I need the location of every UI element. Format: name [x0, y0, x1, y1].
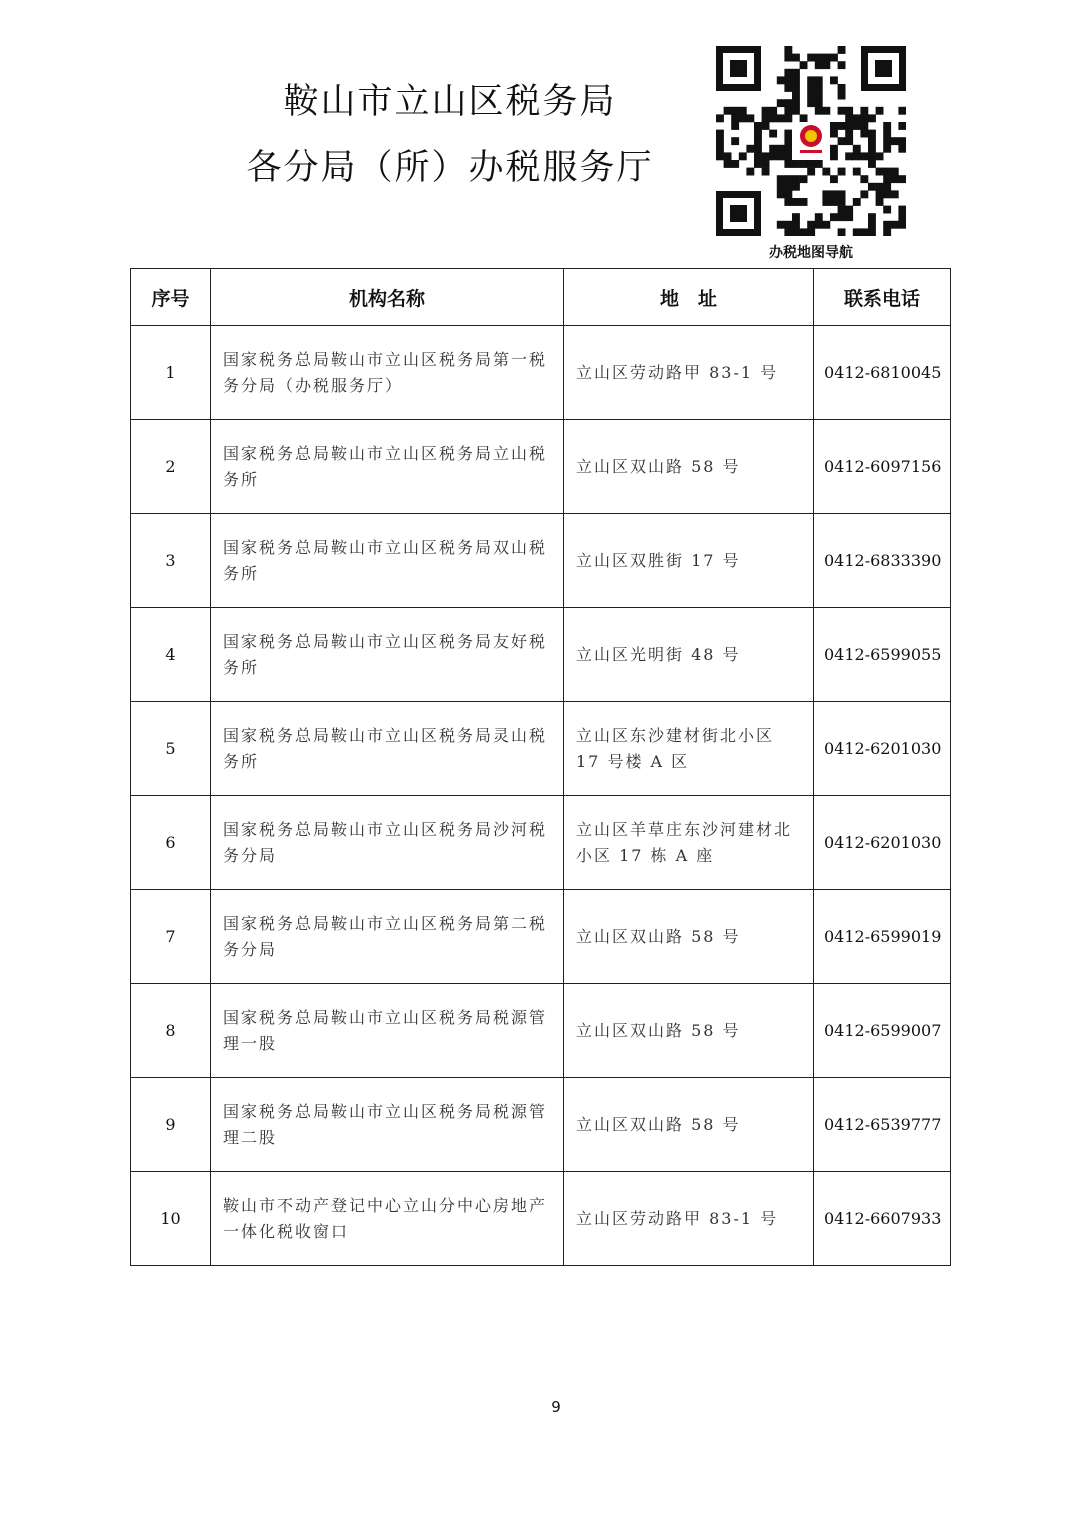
cell-address: 立山区双山路 58 号 [564, 890, 814, 984]
header-org-name: 机构名称 [211, 269, 564, 326]
qr-module [853, 152, 861, 160]
qr-module [792, 76, 800, 84]
qr-module [838, 190, 846, 198]
qr-module [822, 61, 830, 69]
qr-module [815, 213, 823, 221]
qr-module [838, 61, 846, 69]
qr-module [883, 206, 891, 214]
qr-module [830, 122, 838, 130]
cell-phone: 0412-6539777 [814, 1078, 951, 1172]
cell-phone: 0412-6599007 [814, 984, 951, 1078]
qr-module [800, 160, 808, 168]
qr-module [777, 221, 785, 229]
cell-address: 立山区羊草庄东沙河建材北小区 17 栋 A 座 [564, 796, 814, 890]
tax-emblem-icon [792, 122, 830, 160]
qr-module [792, 99, 800, 107]
qr-module [815, 92, 823, 100]
cell-index: 4 [131, 608, 211, 702]
qr-module [883, 190, 891, 198]
qr-module [838, 46, 846, 54]
qr-module [883, 122, 891, 130]
qr-module [739, 152, 747, 160]
qr-module [868, 152, 876, 160]
qr-module [800, 228, 808, 236]
qr-module [792, 175, 800, 183]
cell-address: 立山区劳动路甲 83-1 号 [564, 1172, 814, 1266]
qr-module [731, 122, 739, 130]
qr-module [754, 160, 762, 168]
qr-module [838, 107, 846, 115]
qr-module [860, 175, 868, 183]
cell-phone: 0412-6201030 [814, 702, 951, 796]
table-row [131, 1172, 951, 1266]
cell-index: 9 [131, 1078, 211, 1172]
qr-module [883, 137, 891, 145]
qr-module [845, 130, 853, 138]
qr-module [876, 198, 884, 206]
qr-module [876, 183, 884, 191]
qr-module [724, 152, 732, 160]
qr-module [784, 221, 792, 229]
qr-module [845, 137, 853, 145]
cell-org-name: 国家税务总局鞍山市立山区税务局友好税务所 [211, 608, 564, 702]
tax-office-table [130, 268, 951, 1266]
page-title-line1: 鞍山市立山区税务局 [283, 82, 617, 122]
qr-module [883, 175, 891, 183]
qr-module [746, 114, 754, 122]
qr-module [830, 213, 838, 221]
qr-module [784, 114, 792, 122]
qr-module [838, 137, 846, 145]
table-row [131, 1078, 951, 1172]
qr-module [807, 84, 815, 92]
cell-address: 立山区光明街 48 号 [564, 608, 814, 702]
qr-module [792, 221, 800, 229]
qr-module [731, 160, 739, 168]
qr-module [838, 213, 846, 221]
qr-module [792, 228, 800, 236]
qr-module [807, 99, 815, 107]
qr-module [815, 54, 823, 62]
qr-module [800, 175, 808, 183]
qr-module [716, 145, 724, 153]
cell-index: 1 [131, 326, 211, 420]
qr-module [807, 76, 815, 84]
qr-module [860, 190, 868, 198]
qr-module [898, 145, 906, 153]
cell-index: 5 [131, 702, 211, 796]
cell-org-name: 国家税务总局鞍山市立山区税务局第二税务分局 [211, 890, 564, 984]
qr-module [792, 183, 800, 191]
qr-module [822, 54, 830, 62]
qr-module [784, 183, 792, 191]
cell-address: 立山区双山路 58 号 [564, 1078, 814, 1172]
qr-module [777, 145, 785, 153]
qr-module [845, 114, 853, 122]
qr-module [807, 54, 815, 62]
cell-org-name: 国家税务总局鞍山市立山区税务局沙河税务分局 [211, 796, 564, 890]
cell-phone: 0412-6810045 [814, 326, 951, 420]
qr-module [777, 183, 785, 191]
qr-module [891, 137, 899, 145]
qr-module [784, 99, 792, 107]
qr-module [883, 130, 891, 138]
cell-org-name: 国家税务总局鞍山市立山区税务局税源管理一股 [211, 984, 564, 1078]
qr-module [784, 175, 792, 183]
qr-module [830, 175, 838, 183]
qr-module [868, 213, 876, 221]
cell-address: 立山区双山路 58 号 [564, 984, 814, 1078]
cell-phone: 0412-6599019 [814, 890, 951, 984]
qr-module [762, 168, 770, 176]
table-row [131, 326, 951, 420]
qr-module [838, 228, 846, 236]
qr-module [853, 198, 861, 206]
qr-module [891, 190, 899, 198]
qr-module [891, 175, 899, 183]
qr-module [784, 84, 792, 92]
cell-address: 立山区东沙建材街北小区 17 号楼 A 区 [564, 702, 814, 796]
qr-module [853, 168, 861, 176]
qr-module [815, 99, 823, 107]
qr-module [830, 54, 838, 62]
cell-address: 立山区双胜街 17 号 [564, 514, 814, 608]
qr-module [853, 114, 861, 122]
qr-module [868, 228, 876, 236]
qr-module [731, 114, 739, 122]
cell-phone: 0412-6833390 [814, 514, 951, 608]
table-row [131, 420, 951, 514]
cell-index: 8 [131, 984, 211, 1078]
qr-module [731, 137, 739, 145]
qr-module [784, 69, 792, 77]
qr-module [815, 84, 823, 92]
qr-module [731, 107, 739, 115]
qr-module [822, 190, 830, 198]
qr-module [830, 198, 838, 206]
table-row [131, 890, 951, 984]
qr-module [838, 198, 846, 206]
qr-module [716, 130, 724, 138]
qr-module [830, 76, 838, 84]
cell-index: 3 [131, 514, 211, 608]
qr-module [800, 198, 808, 206]
qr-module [754, 145, 762, 153]
qr-module [853, 145, 861, 153]
cell-phone: 0412-6201030 [814, 796, 951, 890]
qr-module [792, 92, 800, 100]
qr-module [754, 137, 762, 145]
qr-module [724, 107, 732, 115]
qr-module [838, 122, 846, 130]
cell-org-name: 鞍山市不动产登记中心立山分中心房地产一体化税收窗口 [211, 1172, 564, 1266]
qr-module [807, 160, 815, 168]
qr-module [762, 160, 770, 168]
table-row [131, 514, 951, 608]
qr-module [807, 228, 815, 236]
qr-module [784, 145, 792, 153]
qr-module [716, 137, 724, 145]
qr-module [876, 152, 884, 160]
page-number: 9 [551, 1398, 561, 1416]
qr-module [845, 213, 853, 221]
qr-module [868, 145, 876, 153]
qr-module [769, 130, 777, 138]
cell-org-name: 国家税务总局鞍山市立山区税务局税源管理二股 [211, 1078, 564, 1172]
qr-module [838, 84, 846, 92]
qr-module [784, 107, 792, 115]
qr-module [769, 145, 777, 153]
qr-module [815, 76, 823, 84]
qr-module [716, 114, 724, 122]
qr-module [891, 168, 899, 176]
qr-module [739, 107, 747, 115]
table-row [131, 608, 951, 702]
qr-module [868, 130, 876, 138]
qr-module [876, 107, 884, 115]
qr-module [762, 107, 770, 115]
qr-module [792, 69, 800, 77]
qr-module [838, 206, 846, 214]
qr-module [792, 84, 800, 92]
qr-module [724, 160, 732, 168]
table-header-row [131, 269, 951, 326]
qr-module [800, 61, 808, 69]
qr-module [845, 107, 853, 115]
cell-org-name: 国家税务总局鞍山市立山区税务局双山税务所 [211, 514, 564, 608]
qr-module [716, 152, 724, 160]
qr-module [822, 198, 830, 206]
qr-module [754, 152, 762, 160]
qr-module [762, 122, 770, 130]
qr-caption: 办税地图导航 [769, 245, 853, 261]
qr-module [845, 152, 853, 160]
qr-module [898, 107, 906, 115]
qr-module [777, 99, 785, 107]
qr-module [792, 54, 800, 62]
qr-module [883, 183, 891, 191]
qr-module [838, 168, 846, 176]
qr-module [898, 213, 906, 221]
qr-module [860, 130, 868, 138]
qr-module [830, 152, 838, 160]
qr-module [807, 168, 815, 176]
qr-code-icon [716, 46, 906, 236]
qr-module [853, 122, 861, 130]
qr-module [868, 114, 876, 122]
qr-module [792, 198, 800, 206]
qr-module [784, 137, 792, 145]
cell-index: 7 [131, 890, 211, 984]
qr-module [777, 76, 785, 84]
cell-phone: 0412-6607933 [814, 1172, 951, 1266]
qr-module [746, 168, 754, 176]
qr-module [769, 152, 777, 160]
cell-phone: 0412-6599055 [814, 608, 951, 702]
qr-module [898, 122, 906, 130]
qr-module [784, 160, 792, 168]
cell-phone: 0412-6097156 [814, 420, 951, 514]
qr-module [883, 168, 891, 176]
qr-module [876, 190, 884, 198]
qr-module [792, 160, 800, 168]
qr-module [868, 137, 876, 145]
qr-module [784, 130, 792, 138]
page-title-line2: 各分局（所）办税服务厅 [246, 148, 654, 188]
qr-module [898, 206, 906, 214]
qr-module [746, 145, 754, 153]
qr-module [762, 114, 770, 122]
cell-index: 10 [131, 1172, 211, 1266]
qr-module [838, 92, 846, 100]
qr-module [830, 190, 838, 198]
qr-module [739, 114, 747, 122]
qr-module [784, 54, 792, 62]
qr-module [769, 107, 777, 115]
qr-module [845, 206, 853, 214]
qr-module [815, 221, 823, 229]
cell-index: 2 [131, 420, 211, 514]
cell-org-name: 国家税务总局鞍山市立山区税务局第一税务分局（办税服务厅） [211, 326, 564, 420]
qr-module [800, 114, 808, 122]
qr-module [898, 221, 906, 229]
qr-module [860, 228, 868, 236]
qr-module [784, 228, 792, 236]
qr-module [830, 130, 838, 138]
qr-module [754, 122, 762, 130]
header-phone: 联系电话 [814, 269, 951, 326]
qr-module [883, 228, 891, 236]
qr-module [792, 213, 800, 221]
qr-module [876, 168, 884, 176]
qr-module [868, 183, 876, 191]
qr-module [807, 92, 815, 100]
table-row [131, 984, 951, 1078]
qr-module [868, 221, 876, 229]
qr-module [784, 198, 792, 206]
qr-module [822, 168, 830, 176]
qr-module [784, 152, 792, 160]
qr-module [777, 152, 785, 160]
cell-address: 立山区劳动路甲 83-1 号 [564, 326, 814, 420]
qr-module [883, 145, 891, 153]
qr-module [769, 114, 777, 122]
qr-module [822, 221, 830, 229]
qr-module [898, 137, 906, 145]
qr-module [807, 221, 815, 229]
qr-module [777, 175, 785, 183]
cell-index: 6 [131, 796, 211, 890]
cell-org-name: 国家税务总局鞍山市立山区税务局立山税务所 [211, 420, 564, 514]
qr-module [784, 76, 792, 84]
qr-module [860, 107, 868, 115]
qr-module [777, 114, 785, 122]
qr-module [784, 46, 792, 54]
qr-module [815, 160, 823, 168]
qr-module [860, 122, 868, 130]
cell-org-name: 国家税务总局鞍山市立山区税务局灵山税务所 [211, 702, 564, 796]
qr-module [845, 122, 853, 130]
qr-module [777, 190, 785, 198]
qr-module [860, 114, 868, 122]
qr-module [784, 190, 792, 198]
table-row [131, 702, 951, 796]
qr-module [792, 107, 800, 115]
qr-module [815, 61, 823, 69]
qr-module [762, 152, 770, 160]
table-row [131, 796, 951, 890]
qr-module [868, 160, 876, 168]
qr-module [754, 130, 762, 138]
header-address: 地 址 [564, 269, 814, 326]
qr-module [860, 152, 868, 160]
qr-module [883, 221, 891, 229]
qr-module [822, 107, 830, 115]
header-index: 序号 [131, 269, 211, 326]
cell-address: 立山区双山路 58 号 [564, 420, 814, 514]
qr-module [898, 175, 906, 183]
qr-module [815, 107, 823, 115]
qr-module [891, 221, 899, 229]
qr-module [830, 145, 838, 153]
qr-module [853, 228, 861, 236]
